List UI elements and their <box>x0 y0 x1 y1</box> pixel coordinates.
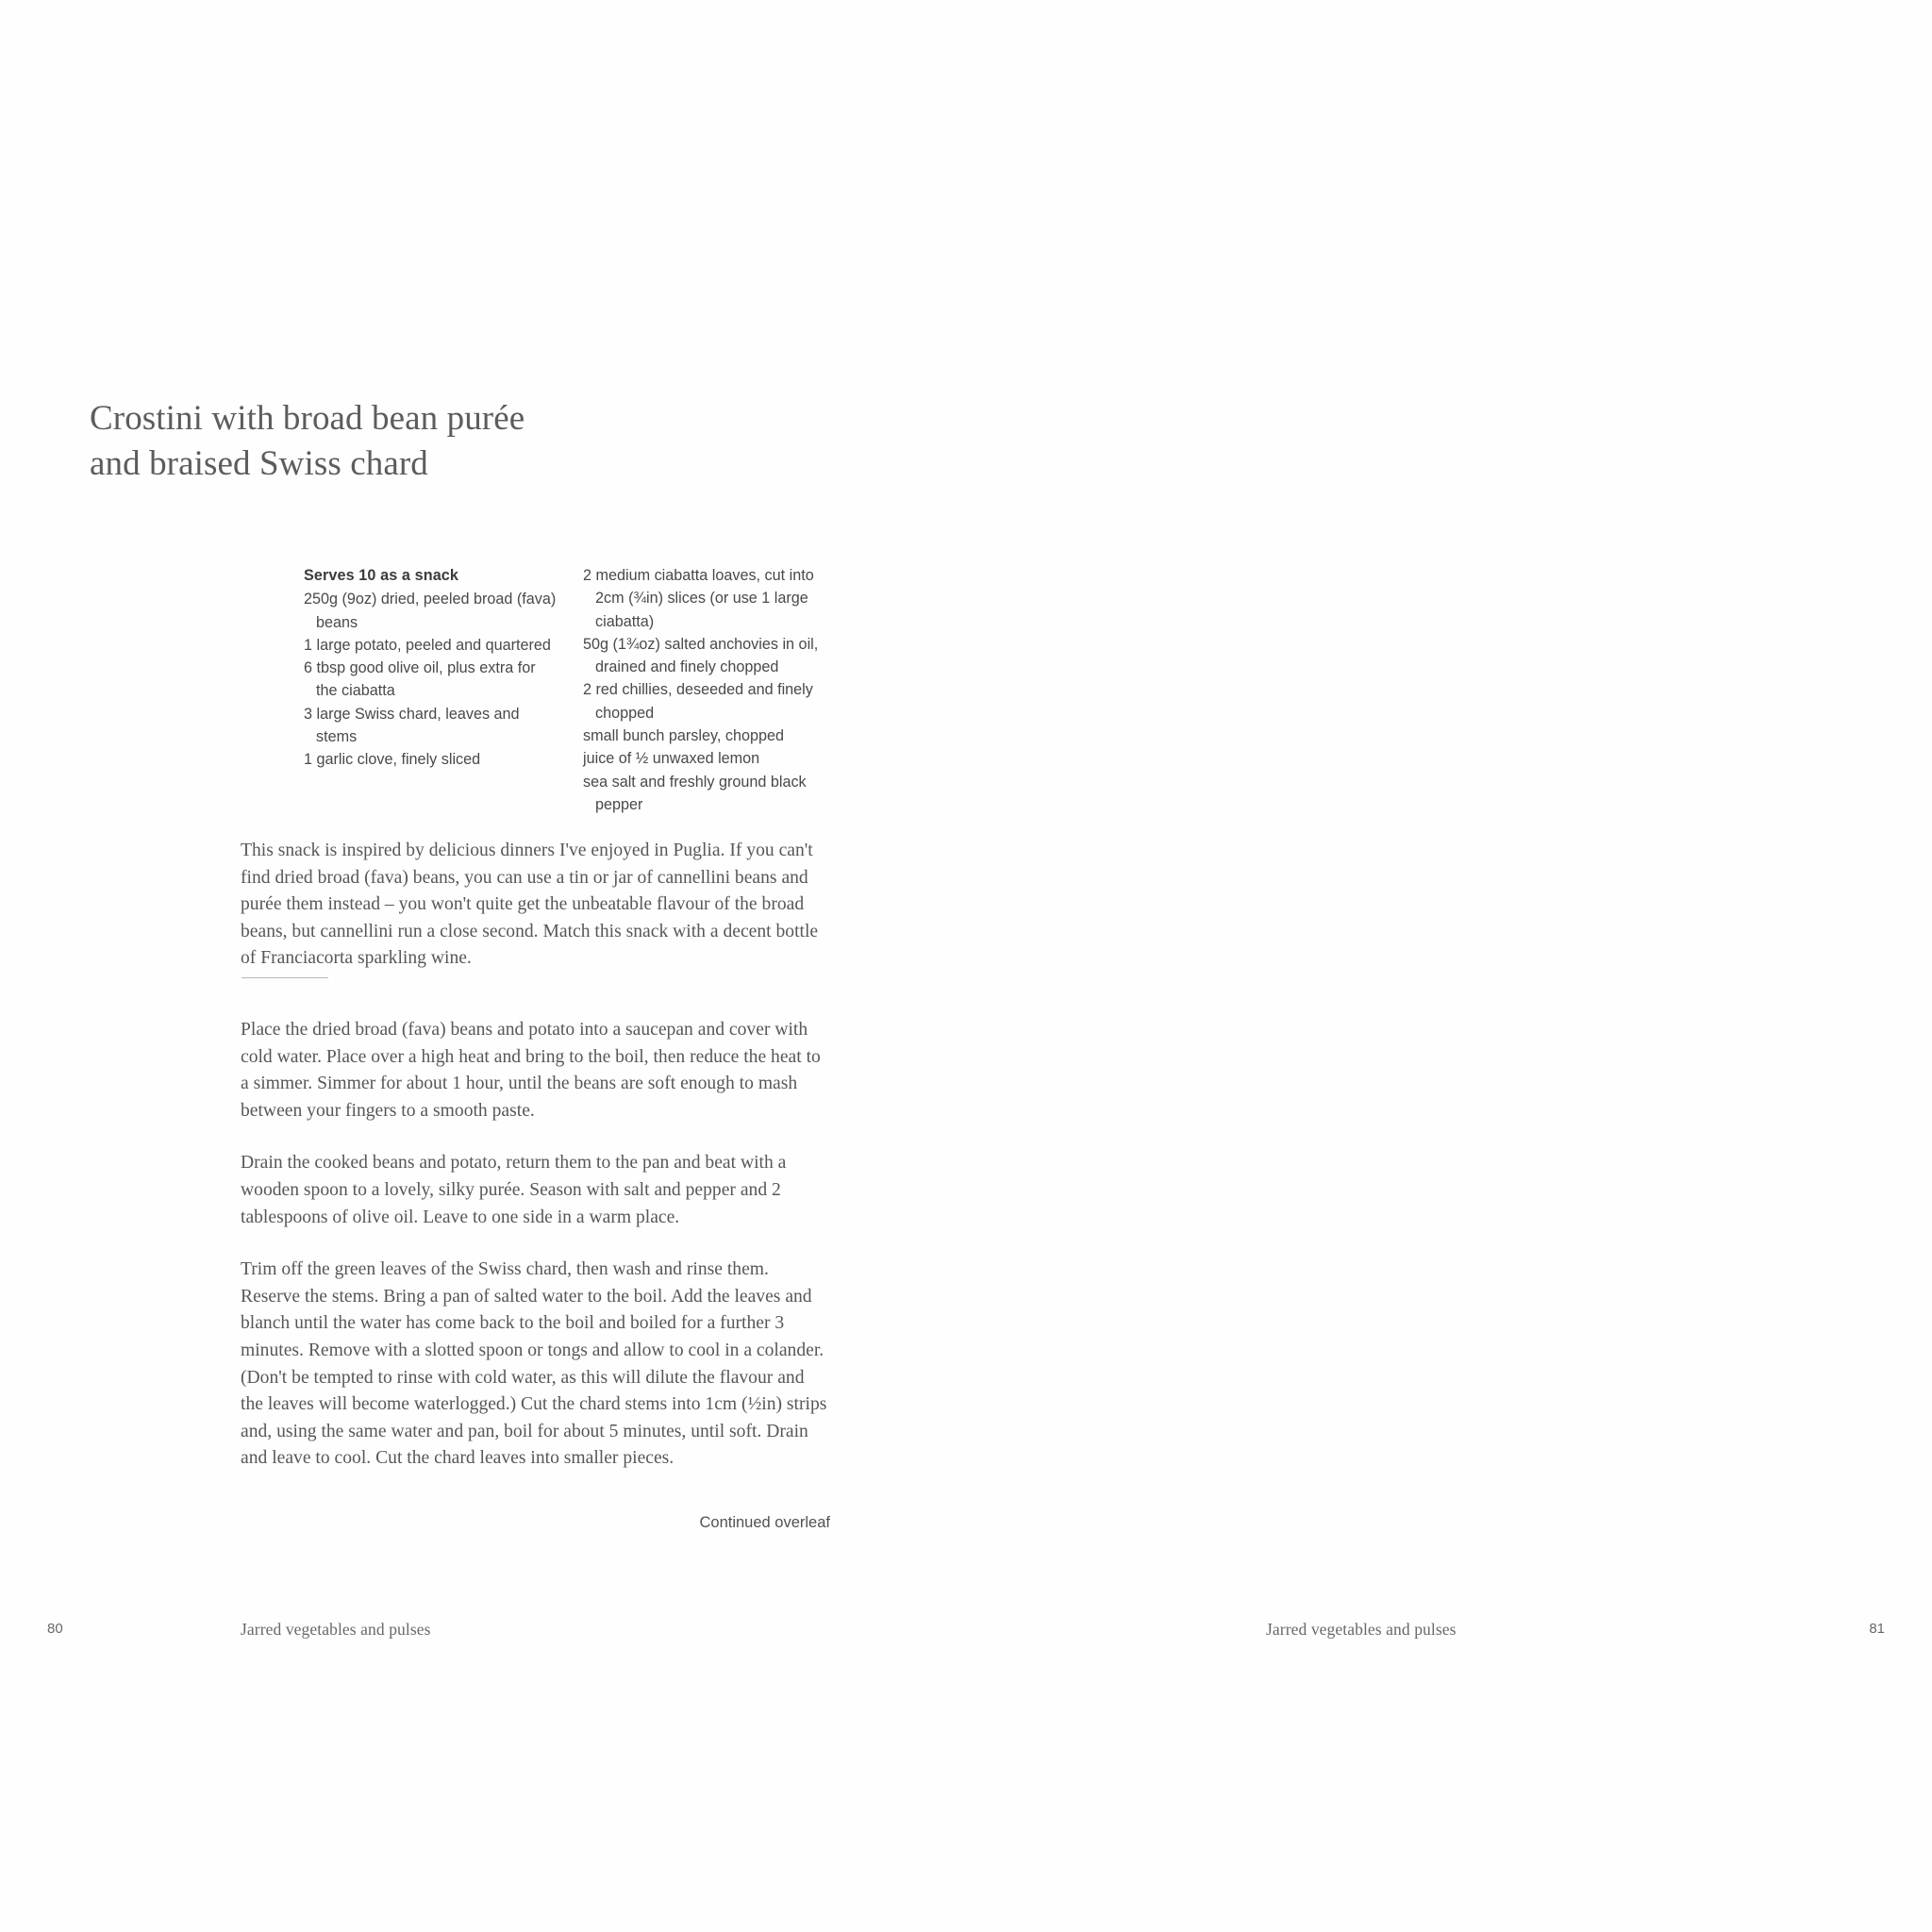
ingredient-item: 6 tbsp good olive oil, plus extra for the ciabatta <box>304 659 536 700</box>
recipe-method <box>241 1017 830 1473</box>
ingredients-column-right <box>583 564 843 816</box>
running-head-right: Jarred vegetables and pulses <box>1266 1620 1457 1639</box>
recipe-intro-paragraph: This snack is inspired by delicious dinners I've enjoyed in Puglia. If you can't find dried broad (fava) beans, you can use a tin or jar of cannellini beans and purée them instead – you won't quite get the unbeatable flavour of the broad beans, but cannellini run a close second. Match this snack with a decent bottle of Franciacorta sparkling wine. <box>241 841 819 969</box>
serves-line: Serves 10 as a snack <box>304 567 459 584</box>
ingredient-item: 3 large Swiss chard, leaves and stems <box>304 705 520 746</box>
method-paragraph: Trim off the green leaves of the Swiss chard, then wash and rinse them. Reserve the stems. Bring a pan of salted water to the boil. Add the leaves and blanch until the water has come back to the boil and boiled for a further 3 minutes. Remove with a slotted spoon or tongs and allow to cool in a colander. (Don't be tempted to rinse with cold water, as this will dilute the flavour and the leaves will become waterlogged.) Cut the chard stems into 1cm (½in) strips and, using the same water and pan, boil for about 5 minutes, until soft. Drain and leave to cool. Cut the chard leaves into smaller pieces. <box>241 1259 827 1469</box>
recipe-title-line-1: Crostini with broad bean purée <box>90 399 525 438</box>
section-divider-rule <box>242 977 328 978</box>
ingredient-item: 2 red chillies, deseeded and finely chopped <box>583 681 813 722</box>
page-title <box>90 396 675 487</box>
right-page-footer <box>966 1621 1932 1649</box>
ingredient-item: sea salt and freshly ground black pepper <box>583 773 807 813</box>
ingredients-block <box>304 564 851 816</box>
ingredient-item: 2 medium ciabatta loaves, cut into 2cm (¾in) slices (or use 1 large ciabatta) <box>583 567 814 630</box>
ingredients-column-left <box>304 564 557 816</box>
ingredient-item: 1 large potato, peeled and quartered <box>304 636 551 654</box>
method-paragraph: Place the dried broad (fava) beans and potato into a saucepan and cover with cold water. Place over a high heat and bring to the boil, then reduce the heat to a simmer. Simmer for about 1 hour, until the beans are soft enough to mash between your fingers to a smooth paste. <box>241 1020 821 1121</box>
ingredient-item: juice of ½ unwaxed lemon <box>583 750 760 768</box>
left-page-footer <box>0 1621 966 1649</box>
method-paragraph: Drain the cooked beans and potato, return them to the pan and beat with a wooden spoon to a lovely, silky purée. Season with salt and pepper and 2 tablespoons of olive oil. Leave to one side in a warm place. <box>241 1153 787 1227</box>
ingredient-item: small bunch parsley, chopped <box>583 727 784 745</box>
page-number-left: 80 <box>47 1621 63 1637</box>
continued-overleaf-note: Continued overleaf <box>699 1514 830 1531</box>
recipe-title-line-2: and braised Swiss chard <box>90 444 428 484</box>
ingredient-item: 50g (1¾oz) salted anchovies in oil, drained and finely chopped <box>583 635 819 676</box>
running-head-left: Jarred vegetables and pulses <box>241 1620 431 1639</box>
ingredient-item: 1 garlic clove, finely sliced <box>304 751 481 769</box>
ingredient-item: 250g (9oz) dried, peeled broad (fava) beans <box>304 591 557 631</box>
page-number-right: 81 <box>1869 1621 1885 1637</box>
